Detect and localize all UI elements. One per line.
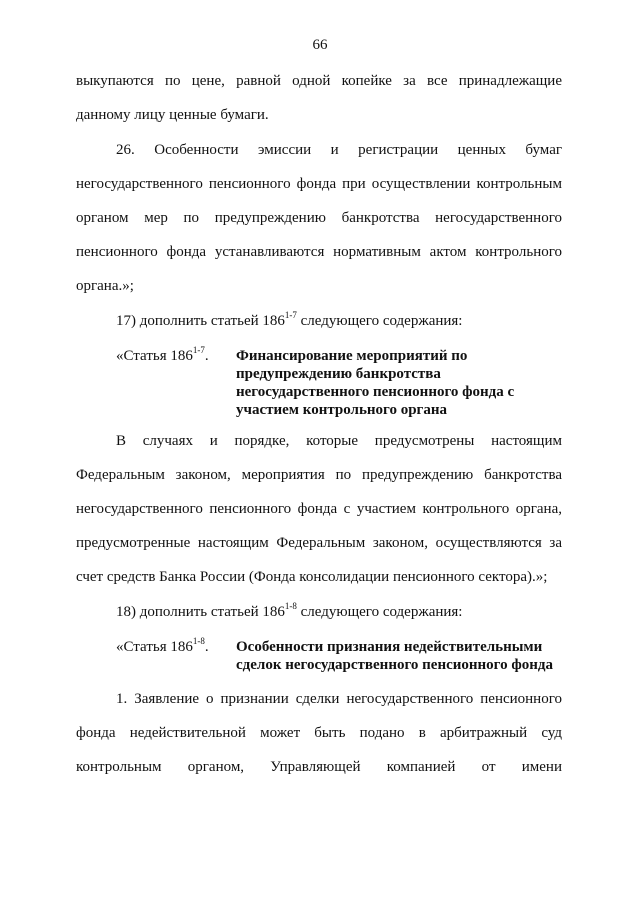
item-17 — [116, 304, 562, 338]
paragraph-26-line-4: пенсионного фонда устанавливаются нормативным актом контрольного — [76, 244, 562, 260]
article-1868-label — [116, 638, 209, 656]
item-18 — [116, 595, 562, 629]
item-18-suffix: следующего содержания: — [296, 604, 463, 620]
article-1867-label-sup: 1-7 — [192, 345, 205, 355]
article-1867-label — [116, 347, 209, 365]
paragraph-3-line-3: негосударственного пенсионного фонда с участием контрольного органа, — [76, 501, 562, 517]
paragraph-3-line-2: Федеральным законом, мероприятия по предупреждению банкротства — [76, 467, 562, 483]
article-1868-title-line-2: сделок негосударственного пенсионного фонда — [236, 657, 553, 673]
article-1867-heading — [116, 347, 576, 419]
paragraph-4-line-1: 1. Заявление о признании сделки негосударственного пенсионного — [116, 691, 562, 707]
item-18-prefix: 18) дополнить статьей 186 — [116, 604, 285, 620]
paragraph-26-line-5: органа.»; — [76, 278, 134, 294]
paragraph-3-line-1: В случаях и порядке, которые предусмотрены настоящим — [116, 433, 562, 449]
paragraph-4-line-3: контрольным органом, Управляющей компанией от имени — [76, 759, 562, 775]
article-1868-title-line-1: Особенности признания недействительными — [236, 639, 543, 655]
article-1867-title-line-1: Финансирование мероприятий по — [236, 348, 468, 364]
article-1868-label-prefix: «Статья 186 — [116, 639, 193, 655]
article-1867-label-suffix: . — [204, 348, 209, 364]
page-number: 66 — [312, 37, 328, 53]
paragraph-1-line-2: данному лицу ценные бумаги. — [76, 107, 269, 123]
article-1867-label-prefix: «Статья 186 — [116, 348, 193, 364]
item-18-sup: 1-8 — [284, 601, 297, 611]
article-1868-heading — [116, 638, 576, 674]
paragraph-3-line-5: счет средств Банка России (Фонда консолидации пенсионного сектора).»; — [76, 569, 548, 585]
item-17-suffix: следующего содержания: — [296, 313, 463, 329]
article-1868-label-sup: 1-8 — [192, 636, 205, 646]
article-1868-title — [236, 638, 576, 674]
paragraph-3-line-4: предусмотренные настоящим Федеральным законом, осуществляются за — [76, 535, 562, 551]
article-1867-title-line-2: предупреждению банкротства — [236, 366, 441, 382]
item-17-sup: 1-7 — [284, 310, 297, 320]
paragraph-1-line-1: выкупаются по цене, равной одной копейке за все принадлежащие — [76, 73, 562, 89]
paragraph-4-line-2: фонда недействительной может быть подано в арбитражный суд — [76, 725, 562, 741]
paragraph-26-line-3: органом мер по предупреждению банкротства негосударственного — [76, 210, 562, 226]
article-1867-title-line-4: участием контрольного органа — [236, 402, 448, 418]
article-1868-label-suffix: . — [204, 639, 209, 655]
article-1867-title-line-3: негосударственного пенсионного фонда с — [236, 384, 515, 400]
item-17-prefix: 17) дополнить статьей 186 — [116, 313, 285, 329]
article-1867-title — [236, 347, 576, 419]
paragraph-26-line-1: 26. Особенности эмиссии и регистрации ценных бумаг — [116, 142, 562, 158]
paragraph-26-line-2: негосударственного пенсионного фонда при осуществлении контрольным — [76, 176, 562, 192]
